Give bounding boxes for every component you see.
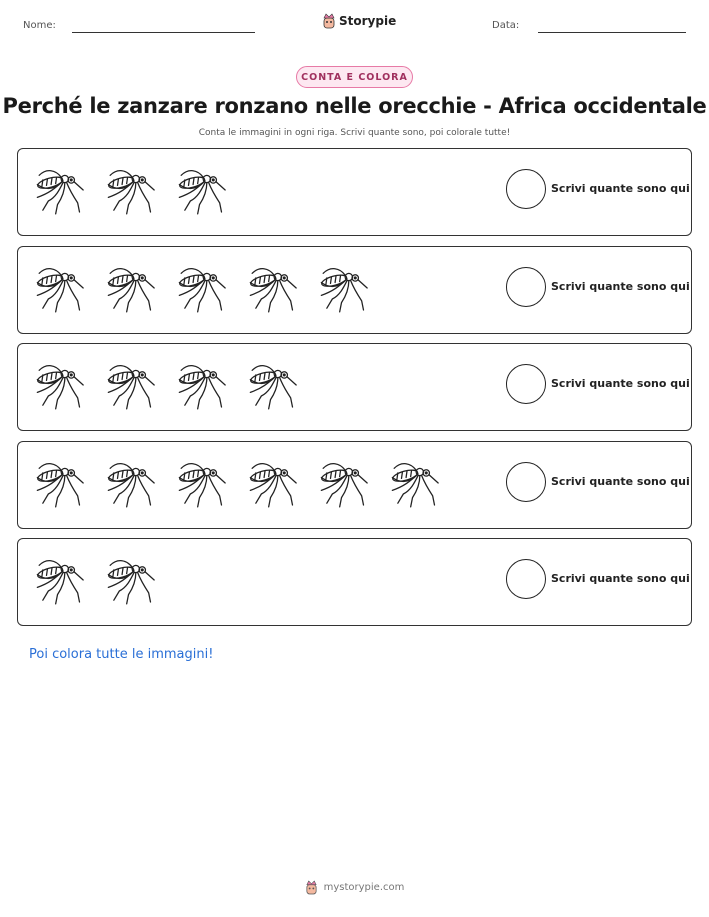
- activity-badge: CONTA E COLORA: [296, 66, 413, 88]
- answer-circle[interactable]: [506, 364, 546, 404]
- counting-row: [17, 246, 692, 334]
- mosquito-icon: [172, 356, 227, 416]
- mosquito-icon: [172, 259, 227, 319]
- date-line: [538, 32, 686, 33]
- mosquito-icon: [243, 356, 298, 416]
- counting-row: [17, 343, 692, 431]
- mosquito-icon: [243, 259, 298, 319]
- mosquito-icon: [30, 454, 85, 514]
- mosquito-icon: [101, 161, 156, 221]
- mosquito-icon: [30, 356, 85, 416]
- answer-label: Scrivi quante sono qui: [551, 279, 690, 293]
- row-icons: [30, 551, 156, 611]
- mosquito-icon: [314, 259, 369, 319]
- row-icons: [30, 454, 440, 514]
- answer-label: Scrivi quante sono qui: [551, 474, 690, 488]
- row-icons: [30, 161, 227, 221]
- answer-label: Scrivi quante sono qui: [551, 572, 690, 585]
- storypie-logo-icon: [322, 13, 336, 29]
- instructions: Conta le immagini in ogni riga. Scrivi quante sono, poi colorale tutte!: [198, 128, 511, 138]
- row-icons: [30, 259, 369, 319]
- row-icons: [30, 356, 298, 416]
- counting-row: [17, 538, 692, 626]
- color-all-note: Poi colora tutte le immagini!: [29, 647, 214, 662]
- storypie-logo: [322, 13, 396, 29]
- footer: [0, 880, 709, 895]
- answer-circle[interactable]: [506, 267, 546, 307]
- name-label: Nome:: [23, 20, 56, 31]
- worksheet-header: [0, 0, 709, 50]
- page-title: Perché le zanzare ronzano nelle orecchie - Africa occidentale: [2, 94, 707, 118]
- mosquito-icon: [314, 454, 369, 514]
- mosquito-icon: [172, 454, 227, 514]
- mosquito-icon: [101, 454, 156, 514]
- answer-circle[interactable]: [506, 462, 546, 502]
- storypie-footer-icon: [305, 880, 318, 895]
- date-label: Data:: [492, 20, 520, 31]
- mosquito-icon: [30, 551, 85, 611]
- mosquito-icon: [101, 356, 156, 416]
- counting-row: [17, 441, 692, 529]
- name-line: [72, 32, 255, 33]
- footer-site: mystorypie.com: [323, 882, 405, 893]
- counting-row: [17, 148, 692, 236]
- mosquito-icon: [101, 259, 156, 319]
- answer-circle[interactable]: [506, 169, 546, 209]
- answer-label: Scrivi quante sono qui: [551, 182, 690, 195]
- answer-label: Scrivi quante sono qui: [551, 377, 690, 390]
- brand-name: Storypie: [339, 14, 397, 28]
- mosquito-icon: [172, 161, 227, 221]
- mosquito-icon: [30, 161, 85, 221]
- title-area: [0, 92, 709, 124]
- mosquito-icon: [243, 454, 298, 514]
- mosquito-icon: [385, 454, 440, 514]
- mosquito-icon: [30, 259, 85, 319]
- answer-circle[interactable]: [506, 559, 546, 599]
- mosquito-icon: [101, 551, 156, 611]
